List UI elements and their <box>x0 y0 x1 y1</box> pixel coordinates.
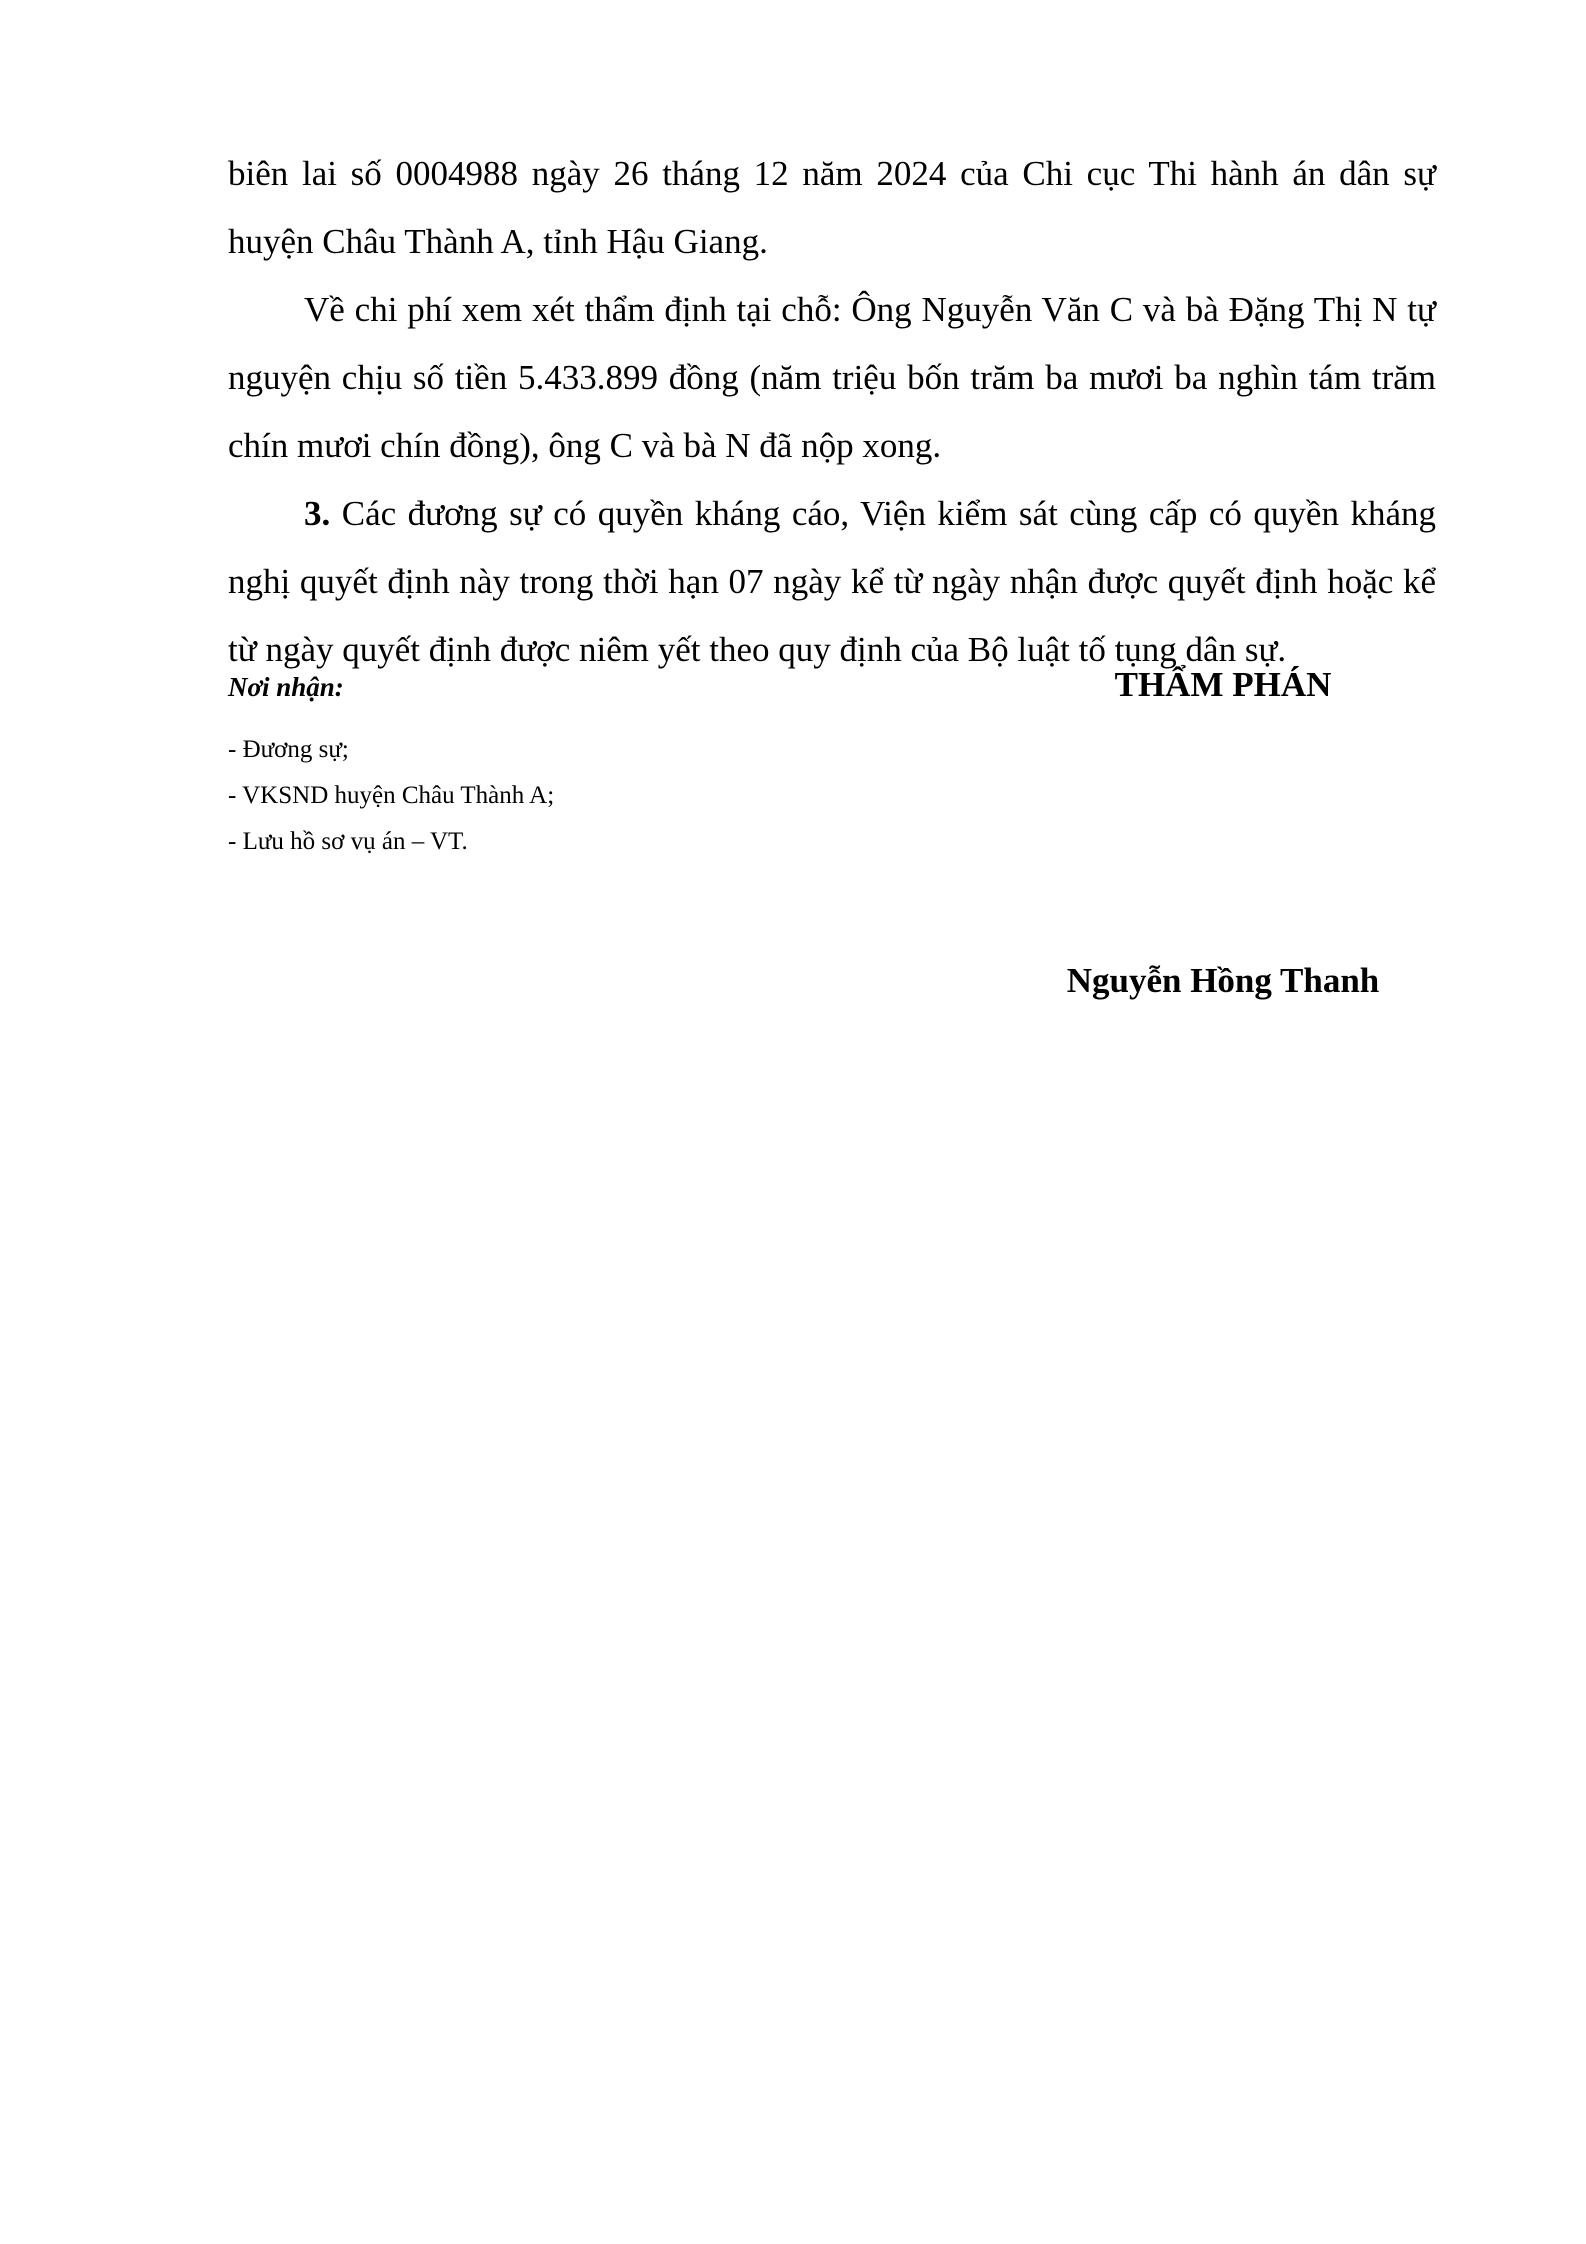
recipient-item: - Đương sự; <box>228 736 349 763</box>
recipients-list <box>228 727 554 865</box>
paragraph-inspection-cost: Về chi phí xem xét thẩm định tại chỗ: Ông Nguyễn Văn C và bà Đặng Thị N tự nguyện chịu số tiền 5.433.899 đồng (năm triệu bốn trăm ba mươi ba nghìn tám trăm chín mươi chín đồng), ông C và bà N đã nộp xong. <box>228 290 1436 465</box>
paragraph-appeal-text: Các đương sự có quyền kháng cáo, Viện kiểm sát cùng cấp có quyền kháng nghị quyết định này trong thời hạn 07 ngày kể từ ngày nhận được quyết định hoặc kể từ ngày quyết định được niêm yết theo quy định của Bộ luật tố tụng dân sự. <box>228 494 1436 669</box>
paragraph-appeal-rights <box>228 480 1436 684</box>
paragraph-receipt: biên lai số 0004988 ngày 26 tháng 12 năm 2024 của Chi cục Thi hành án dân sự huyện Châu Thành A, tỉnh Hậu Giang. <box>228 154 1436 261</box>
recipient-item: - VKSND huyện Châu Thành A; <box>228 782 555 809</box>
judge-name: Nguyễn Hồng Thanh <box>1066 961 1380 1000</box>
paragraph-number: 3. <box>304 494 331 533</box>
recipients-label: Nơi nhận: <box>228 672 344 702</box>
recipient-item: - Lưu hồ sơ vụ án – VT. <box>228 828 468 855</box>
document-body <box>228 140 1436 684</box>
judge-title: THẨM PHÁN <box>1114 665 1332 704</box>
